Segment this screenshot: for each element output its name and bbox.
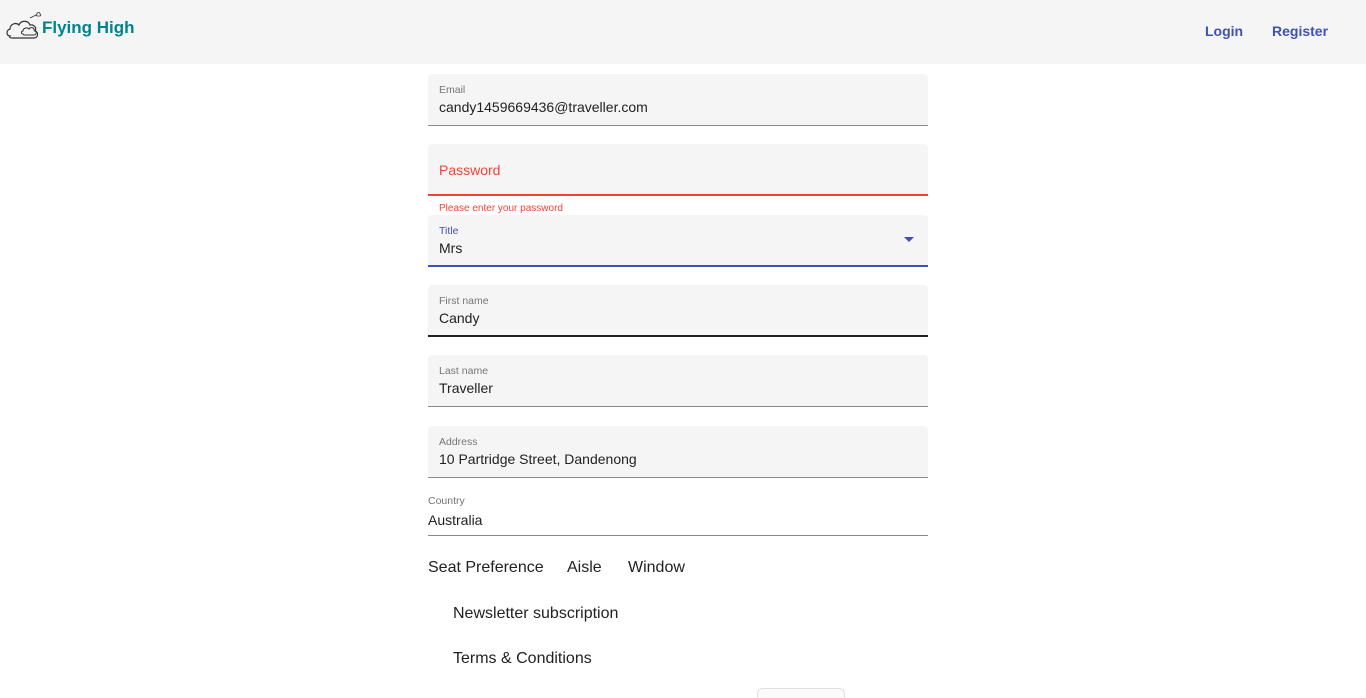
- seat-option-aisle[interactable]: Aisle: [567, 559, 602, 576]
- address-value: 10 Partridge Street, Dandenong: [439, 451, 637, 467]
- last-name-field[interactable]: [428, 355, 928, 407]
- password-field[interactable]: [428, 144, 928, 196]
- last-name-value: Traveller: [439, 380, 493, 396]
- first-name-value: Candy: [439, 310, 480, 326]
- country-field[interactable]: [428, 492, 928, 536]
- country-value: Australia: [428, 512, 483, 528]
- title-value: Mrs: [439, 240, 463, 256]
- password-error: Please enter your password: [439, 203, 563, 214]
- login-link[interactable]: Login: [1205, 23, 1244, 39]
- register-link[interactable]: Register: [1272, 23, 1329, 39]
- brand-name: Flying High: [42, 18, 135, 37]
- brand-logo[interactable]: [6, 10, 135, 44]
- email-field[interactable]: [428, 74, 928, 126]
- email-value: candy1459669436@traveller.com: [439, 99, 648, 115]
- last-name-label: Last name: [439, 365, 489, 377]
- address-label: Address: [439, 436, 478, 448]
- seat-option-window[interactable]: Window: [628, 559, 685, 576]
- submit-button[interactable]: [757, 688, 845, 698]
- first-name-label: First name: [439, 295, 489, 307]
- first-name-field[interactable]: [428, 285, 928, 337]
- password-placeholder: Password: [439, 162, 501, 178]
- seat-preference-label: Seat Preference: [428, 559, 544, 576]
- title-select[interactable]: [428, 215, 928, 267]
- email-label: Email: [439, 84, 466, 96]
- top-bar: [0, 0, 1366, 64]
- cloud-logo-icon: [6, 10, 42, 44]
- country-label: Country: [428, 495, 465, 507]
- terms-checkbox[interactable]: Terms & Conditions: [453, 650, 592, 667]
- dropdown-arrow-icon: [904, 237, 914, 242]
- address-field[interactable]: [428, 426, 928, 478]
- title-label: Title: [439, 225, 459, 237]
- newsletter-checkbox[interactable]: Newsletter subscription: [453, 605, 619, 622]
